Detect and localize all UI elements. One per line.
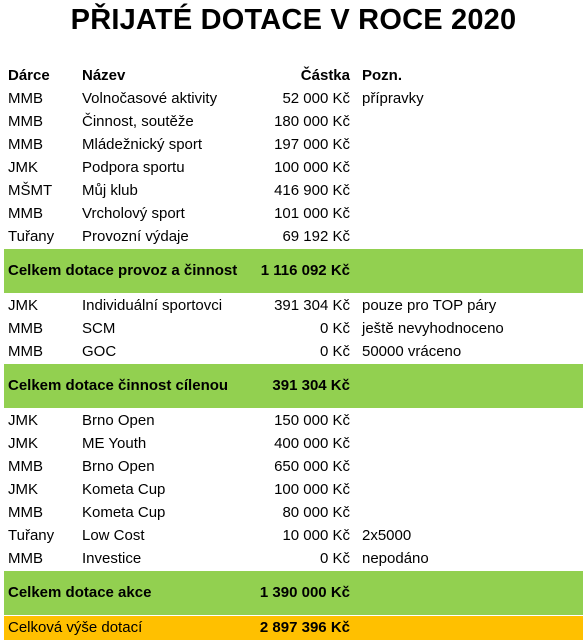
donor-cell: MŠMT (4, 179, 78, 202)
table-row (4, 547, 583, 571)
table-row (4, 133, 583, 156)
amount-cell: 0 Kč (254, 317, 358, 340)
name-cell: GOC (78, 340, 254, 364)
name-cell: Mládežnický sport (78, 133, 254, 156)
grand-total-note (358, 616, 583, 640)
table-row (4, 478, 583, 501)
table-row (4, 179, 583, 202)
donor-cell: JMK (4, 294, 78, 318)
amount-cell: 650 000 Kč (254, 455, 358, 478)
table-row (4, 317, 583, 340)
note-cell: ještě nevyhodnoceno (358, 317, 583, 340)
header-name: Název (78, 63, 254, 87)
amount-cell: 69 192 Kč (254, 225, 358, 249)
header-note: Pozn. (358, 63, 583, 87)
amount-cell: 0 Kč (254, 340, 358, 364)
table-row (4, 202, 583, 225)
note-cell (358, 409, 583, 433)
header-amount: Částka (254, 63, 358, 87)
table-row (4, 110, 583, 133)
donor-cell: JMK (4, 409, 78, 433)
header-row (4, 63, 583, 87)
amount-cell: 0 Kč (254, 547, 358, 571)
note-cell (358, 156, 583, 179)
note-cell: přípravky (358, 87, 583, 110)
name-cell: Investice (78, 547, 254, 571)
subtotal-row (4, 364, 583, 409)
table-row (4, 294, 583, 318)
table-row (4, 156, 583, 179)
grand-total-amount: 2 897 396 Kč (254, 616, 358, 640)
amount-cell: 10 000 Kč (254, 524, 358, 547)
subtotal-label: Celkem dotace provoz a činnost (4, 249, 254, 294)
table-row (4, 432, 583, 455)
donor-cell: MMB (4, 501, 78, 524)
table-row (4, 409, 583, 433)
donor-cell: MMB (4, 340, 78, 364)
donor-cell: MMB (4, 110, 78, 133)
donor-cell: MMB (4, 317, 78, 340)
table-row (4, 87, 583, 110)
page-title: PŘIJATÉ DOTACE V ROCE 2020 (0, 4, 587, 37)
name-cell: Můj klub (78, 179, 254, 202)
amount-cell: 400 000 Kč (254, 432, 358, 455)
subtotal-row (4, 571, 583, 616)
name-cell: Kometa Cup (78, 501, 254, 524)
note-cell (358, 110, 583, 133)
name-cell: Činnost, soutěže (78, 110, 254, 133)
table-row (4, 455, 583, 478)
donor-cell: MMB (4, 202, 78, 225)
amount-cell: 150 000 Kč (254, 409, 358, 433)
note-cell: pouze pro TOP páry (358, 294, 583, 318)
donor-cell: JMK (4, 478, 78, 501)
note-cell (358, 133, 583, 156)
table-row (4, 501, 583, 524)
name-cell: Volnočasové aktivity (78, 87, 254, 110)
table-row (4, 524, 583, 547)
name-cell: Podpora sportu (78, 156, 254, 179)
amount-cell: 197 000 Kč (254, 133, 358, 156)
note-cell: 2x5000 (358, 524, 583, 547)
name-cell: Low Cost (78, 524, 254, 547)
grand-total-label: Celková výše dotací (4, 616, 254, 640)
note-cell: nepodáno (358, 547, 583, 571)
donor-cell: MMB (4, 87, 78, 110)
name-cell: Individuální sportovci (78, 294, 254, 318)
grants-table (4, 63, 583, 640)
amount-cell: 416 900 Kč (254, 179, 358, 202)
grand-total-row (4, 616, 583, 640)
note-cell (358, 202, 583, 225)
amount-cell: 391 304 Kč (254, 294, 358, 318)
name-cell: SCM (78, 317, 254, 340)
amount-cell: 100 000 Kč (254, 156, 358, 179)
donor-cell: JMK (4, 432, 78, 455)
donor-cell: Tuřany (4, 524, 78, 547)
subtotal-note (358, 571, 583, 616)
name-cell: Brno Open (78, 409, 254, 433)
name-cell: Brno Open (78, 455, 254, 478)
donor-cell: Tuřany (4, 225, 78, 249)
subtotal-label: Celkem dotace akce (4, 571, 254, 616)
donor-cell: MMB (4, 133, 78, 156)
subtotal-note (358, 249, 583, 294)
header-donor: Dárce (4, 63, 78, 87)
donor-cell: MMB (4, 547, 78, 571)
note-cell: 50000 vráceno (358, 340, 583, 364)
subtotal-amount: 1 116 092 Kč (254, 249, 358, 294)
name-cell: Kometa Cup (78, 478, 254, 501)
subtotal-amount: 391 304 Kč (254, 364, 358, 409)
note-cell (358, 478, 583, 501)
subtotal-note (358, 364, 583, 409)
note-cell (358, 455, 583, 478)
amount-cell: 101 000 Kč (254, 202, 358, 225)
name-cell: Provozní výdaje (78, 225, 254, 249)
table-row (4, 340, 583, 364)
amount-cell: 52 000 Kč (254, 87, 358, 110)
note-cell (358, 501, 583, 524)
donor-cell: MMB (4, 455, 78, 478)
donor-cell: JMK (4, 156, 78, 179)
subtotal-row (4, 249, 583, 294)
name-cell: Vrcholový sport (78, 202, 254, 225)
note-cell (358, 179, 583, 202)
subtotal-label: Celkem dotace činnost cílenou (4, 364, 254, 409)
note-cell (358, 432, 583, 455)
name-cell: ME Youth (78, 432, 254, 455)
subtotal-amount: 1 390 000 Kč (254, 571, 358, 616)
table-row (4, 225, 583, 249)
amount-cell: 100 000 Kč (254, 478, 358, 501)
note-cell (358, 225, 583, 249)
amount-cell: 180 000 Kč (254, 110, 358, 133)
amount-cell: 80 000 Kč (254, 501, 358, 524)
